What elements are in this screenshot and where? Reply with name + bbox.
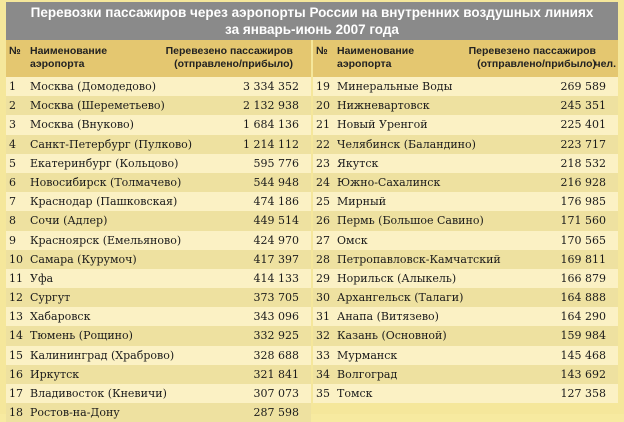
column-count-header-line1: Перевезено пассажиров	[468, 45, 596, 57]
left-table-rows	[6, 77, 311, 422]
passenger-count: 328 688	[253, 348, 299, 362]
row-number: 30	[316, 291, 330, 305]
airport-name: Москва (Шереметьево)	[30, 99, 165, 113]
row-number: 20	[316, 99, 330, 113]
row-number: 7	[9, 195, 16, 209]
airport-name: Мурманск	[337, 348, 398, 362]
column-count-header-line2: (отправлено/прибыло)	[477, 58, 596, 70]
table-row	[313, 307, 618, 326]
table-row	[6, 96, 311, 115]
column-number-header: №	[316, 45, 328, 57]
column-count-header-line1: Перевезено пассажиров	[165, 45, 293, 57]
passenger-count: 1 214 112	[243, 137, 299, 151]
column-count-header	[469, 45, 596, 71]
airport-name: Нижневартовск	[337, 99, 430, 113]
airport-name: Москва (Внуково)	[30, 118, 134, 132]
table-row	[313, 115, 618, 134]
column-name-header-line2: аэропорта	[30, 58, 85, 70]
passenger-count: 343 096	[253, 310, 299, 324]
table-row	[313, 173, 618, 192]
row-number: 1	[9, 80, 16, 93]
table-row	[6, 192, 311, 211]
airport-name: Ростов-на-Дону	[30, 406, 120, 420]
airport-name: Минеральные Воды	[337, 80, 453, 93]
passenger-count: 164 888	[560, 291, 606, 305]
airport-name: Екатеринбург (Кольцово)	[30, 156, 179, 170]
row-number: 11	[9, 271, 23, 285]
row-number: 34	[316, 367, 330, 381]
table-row	[313, 77, 618, 96]
passenger-count: 143 692	[560, 367, 606, 381]
passenger-count: 216 928	[560, 175, 606, 189]
table-title	[6, 2, 618, 40]
airport-name: Тюмень (Рощино)	[30, 329, 133, 343]
table-row	[313, 231, 618, 250]
column-divider	[311, 40, 313, 410]
row-number: 33	[316, 348, 330, 362]
row-number: 21	[316, 118, 330, 132]
airport-name: Уфа	[30, 271, 54, 285]
passenger-count: 373 705	[253, 291, 299, 305]
row-number: 32	[316, 329, 330, 343]
row-number: 17	[9, 387, 23, 400]
passenger-count: 170 565	[560, 233, 606, 247]
airport-name: Мирный	[337, 195, 387, 209]
airport-name: Москва (Домодедово)	[30, 80, 156, 93]
table-row	[6, 173, 311, 192]
airport-name: Петропавловск-Камчатский	[337, 252, 501, 266]
airport-name: Норильск (Алыкель)	[337, 271, 457, 285]
column-name-header	[337, 45, 414, 71]
passenger-count: 169 811	[560, 252, 606, 266]
airport-name: Омск	[337, 233, 368, 247]
airport-name: Южно-Сахалинск	[337, 175, 441, 189]
row-number: 13	[9, 310, 23, 324]
right-table-rows	[313, 77, 618, 403]
table-row	[6, 269, 311, 288]
table-row	[6, 231, 311, 250]
airport-name: Самара (Курумоч)	[30, 252, 137, 266]
passenger-count: 245 351	[560, 99, 606, 113]
airport-name: Сургут	[30, 291, 71, 305]
column-name-header-line1: Наименование	[30, 45, 108, 57]
column-name-header-line1: Наименование	[337, 45, 415, 57]
table-row	[6, 135, 311, 154]
row-number: 28	[316, 252, 330, 266]
passenger-count: 164 290	[560, 310, 606, 324]
left-table-header	[6, 40, 311, 77]
table-row	[6, 77, 311, 96]
title-line-2: за январь-июнь 2007 года	[225, 22, 399, 37]
passenger-count: 449 514	[253, 214, 299, 228]
table-row	[6, 288, 311, 307]
airport-name: Краснодар (Пашковская)	[30, 195, 178, 209]
passenger-count: 223 717	[560, 137, 606, 151]
table-row	[6, 250, 311, 269]
airport-name: Якутск	[337, 156, 379, 170]
row-number: 2	[9, 99, 16, 113]
title-line-1: Перевозки пассажиров через аэропорты России на внутренних воздушных линиях	[30, 5, 594, 20]
passenger-count: 269 589	[560, 80, 606, 93]
passenger-count: 417 397	[253, 252, 299, 266]
row-number: 14	[9, 329, 23, 343]
passenger-count: 176 985	[560, 195, 606, 209]
passenger-count: 595 776	[253, 156, 299, 170]
passenger-count: 544 948	[253, 175, 299, 189]
table-row	[313, 250, 618, 269]
airport-name: Санкт-Петербург (Пулково)	[30, 137, 193, 151]
passenger-count: 287 598	[253, 406, 299, 420]
table-row	[313, 288, 618, 307]
passenger-count: 159 984	[560, 329, 606, 343]
table-row	[313, 192, 618, 211]
passenger-count: 127 358	[560, 387, 606, 400]
row-number: 15	[9, 348, 23, 362]
row-number: 26	[316, 214, 330, 228]
row-number: 24	[316, 175, 330, 189]
airport-name: Калининград (Храброво)	[30, 348, 175, 362]
table-row	[6, 384, 311, 403]
row-number: 9	[9, 233, 16, 247]
passenger-count: 1 684 136	[243, 118, 299, 132]
passenger-count: 166 879	[560, 271, 606, 285]
row-number: 6	[9, 175, 16, 189]
table-row	[6, 154, 311, 173]
right-table	[313, 40, 618, 410]
table-row	[313, 96, 618, 115]
row-number: 10	[9, 252, 23, 266]
row-number: 4	[9, 137, 16, 151]
table-row	[313, 326, 618, 345]
column-name-header	[30, 45, 107, 71]
row-number: 25	[316, 195, 330, 209]
row-number: 8	[9, 214, 16, 228]
airport-name: Красноярск (Емельяново)	[30, 233, 182, 247]
table-row	[6, 211, 311, 230]
column-count-header	[166, 45, 293, 71]
row-number: 3	[9, 118, 16, 132]
passenger-count: 474 186	[253, 195, 299, 209]
passenger-count: 3 334 352	[243, 80, 299, 93]
row-number: 23	[316, 156, 330, 170]
passenger-count: 145 468	[560, 348, 606, 362]
airport-name: Волгоград	[337, 367, 398, 381]
table-row	[313, 211, 618, 230]
table-row	[313, 384, 618, 403]
airport-name: Пермь (Большое Савино)	[337, 214, 484, 228]
table-row	[313, 135, 618, 154]
airport-name: Новосибирск (Толмачево)	[30, 175, 182, 189]
airport-name: Архангельск (Талаги)	[337, 291, 464, 305]
table-row	[313, 269, 618, 288]
right-table-header	[313, 40, 618, 77]
column-unit-header: чел.	[594, 58, 616, 70]
table-row	[6, 326, 311, 345]
row-number: 19	[316, 80, 330, 93]
table-row	[6, 307, 311, 326]
passenger-count: 321 841	[253, 367, 299, 381]
row-number: 5	[9, 156, 16, 170]
table-row	[6, 365, 311, 384]
row-number: 29	[316, 271, 330, 285]
table-row	[313, 365, 618, 384]
passenger-count: 218 532	[560, 156, 606, 170]
airport-name: Иркутск	[30, 367, 80, 381]
airport-name: Новый Уренгой	[337, 118, 428, 132]
table-row	[313, 346, 618, 365]
row-number: 18	[9, 406, 23, 420]
airport-name: Сочи (Адлер)	[30, 214, 108, 228]
passenger-count: 225 401	[560, 118, 606, 132]
row-number: 27	[316, 233, 330, 247]
column-number-header: №	[9, 45, 21, 57]
airport-name: Хабаровск	[30, 310, 91, 324]
passenger-count: 332 925	[253, 329, 299, 343]
table-row	[6, 403, 311, 422]
row-number: 35	[316, 387, 330, 400]
airport-name: Казань (Основной)	[337, 329, 447, 343]
airport-name: Челябинск (Баландино)	[337, 137, 476, 151]
passenger-count: 414 133	[253, 271, 299, 285]
table-row	[313, 154, 618, 173]
table-row	[6, 115, 311, 134]
table-row	[6, 346, 311, 365]
left-table	[6, 40, 311, 420]
airport-name: Анапа (Витязево)	[337, 310, 439, 324]
passenger-count: 2 132 938	[243, 99, 299, 113]
row-number: 16	[9, 367, 23, 381]
column-count-header-line2: (отправлено/прибыло)	[174, 58, 293, 70]
row-number: 12	[9, 291, 23, 305]
passenger-count: 307 073	[253, 387, 299, 400]
column-name-header-line2: аэропорта	[337, 58, 392, 70]
airport-name: Владивосток (Кневичи)	[30, 387, 167, 400]
airport-name: Томск	[337, 387, 373, 400]
row-number: 31	[316, 310, 330, 324]
passenger-count: 424 970	[253, 233, 299, 247]
row-number: 22	[316, 137, 330, 151]
passenger-count: 171 560	[560, 214, 606, 228]
